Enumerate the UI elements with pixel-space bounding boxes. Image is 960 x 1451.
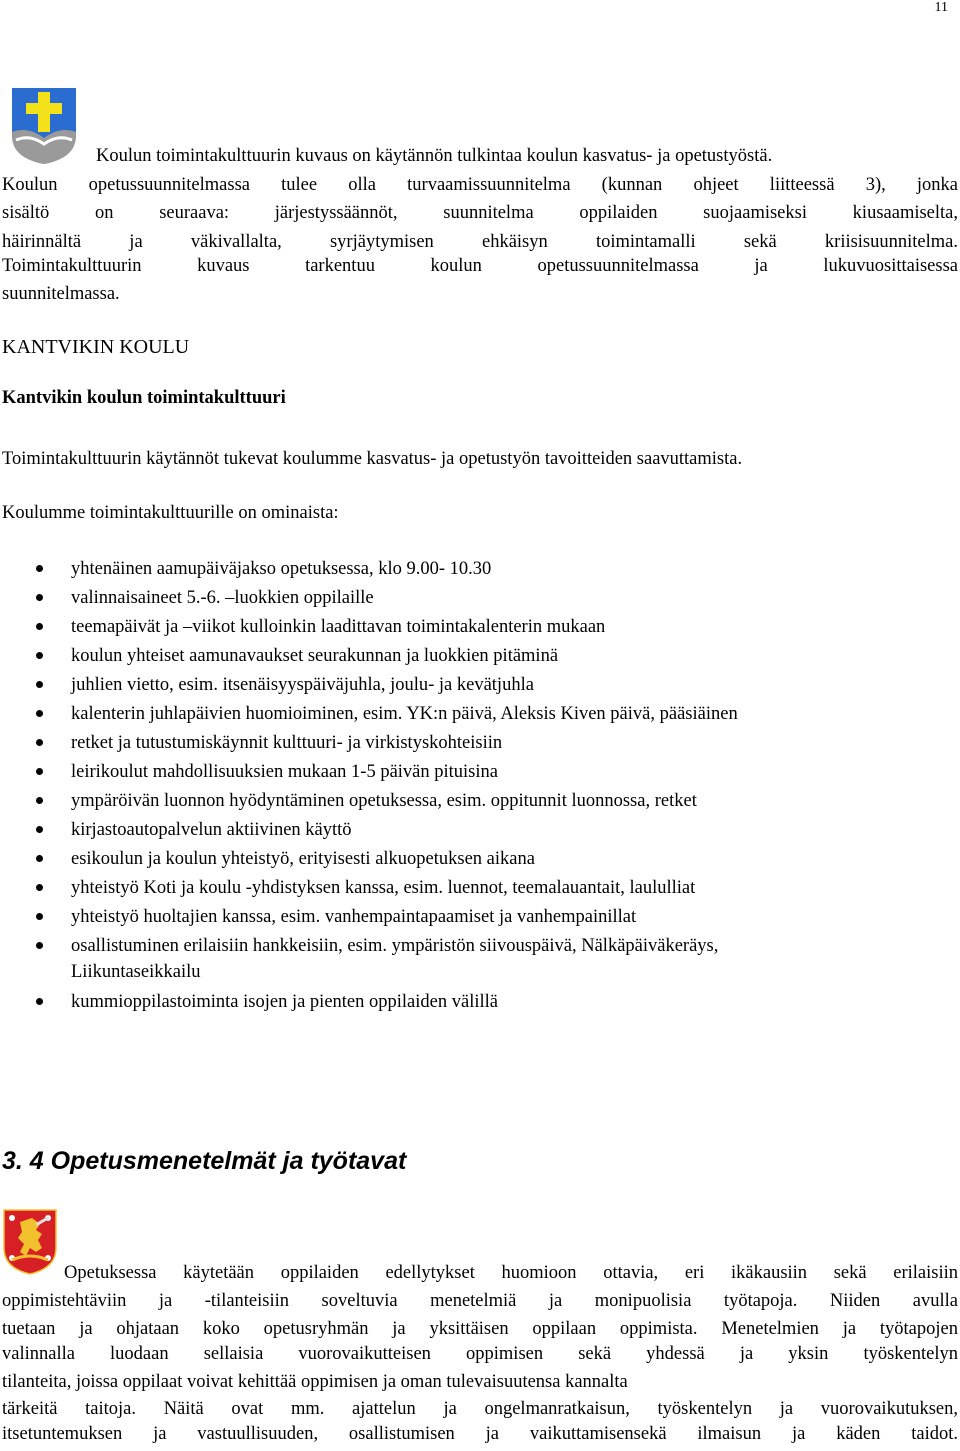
bullet-dot	[36, 710, 43, 717]
subheading: Kantvikin koulun toimintakulttuuri	[2, 388, 286, 408]
intro-line-4: häirinnältä ja väkivallalta, syrjäytymisen ehkäisyn toimintamalli sekä kriisisuunnitelma.	[2, 232, 958, 252]
intro-line-1: Koulun toimintakulttuurin kuvaus on käytännön tulkintaa koulun kasvatus- ja opetustyöstä.	[96, 146, 773, 166]
finland-coat-of-arms-icon	[2, 1208, 58, 1276]
list-item: yhteistyö Koti ja koulu -yhdistyksen kanssa, esim. luennot, teemalauantait, laululliat	[71, 878, 696, 898]
bullet-dot	[36, 797, 43, 804]
section-title: 3. 4 Opetusmenetelmät ja työtavat	[2, 1147, 407, 1175]
page-number: 11	[934, 0, 948, 15]
list-item: retket ja tutustumiskäynnit kulttuuri- ja virkistyskohteisiin	[71, 733, 503, 753]
section-line-1: Opetuksessa käytetään oppilaiden edellytykset huomioon ottavia, eri ikäkausiin sekä erilaisiin	[64, 1263, 958, 1283]
list-item: leirikoulut mahdollisuuksien mukaan 1-5 päivän pituisina	[71, 762, 498, 782]
bullet-dot	[36, 768, 43, 775]
bullet-dot	[36, 623, 43, 630]
list-item: esikoulun ja koulun yhteistyö, erityisesti alkuopetuksen aikana	[71, 849, 535, 869]
list-item: yhteistyö huoltajien kanssa, esim. vanhempaintapaamiset ja vanhempainillat	[71, 907, 637, 927]
section-line-3: tuetaan ja ohjataan koko opetusryhmän ja yksittäisen oppilaan oppimista. Menetelmien ja työtapojen	[2, 1319, 958, 1339]
section-line-5: tilanteita, joissa oppilaat voivat kehittää oppimisen ja oman tulevaisuutensa kannalta	[2, 1372, 628, 1392]
list-item: kalenterin juhlapäivien huomioiminen, esim. YK:n päivä, Aleksis Kiven päivä, pääsiäinen	[71, 704, 738, 724]
bullet-dot	[36, 855, 43, 862]
bullet-dot	[36, 913, 43, 920]
bullet-dot	[36, 739, 43, 746]
bullet-dot	[36, 681, 43, 688]
section-line-7: itsetuntemuksen ja vastuullisuuden, osallistumisen ja vaikuttamisensekä ilmaisun ja käden taidot.	[2, 1424, 958, 1444]
section-line-4: valinnalla luodaan sellaisia vuorovaikutteisen oppimisen sekä yhdessä ja yksin työskentelyn	[2, 1344, 958, 1364]
paragraph-practices: Toimintakulttuurin käytännöt tukevat koulumme kasvatus- ja opetustyön tavoitteiden saavuttamista.	[2, 449, 743, 469]
section-line-6: tärkeitä taitoja. Näitä ovat mm. ajattelun ja ongelmanratkaisun, työskentelyn ja vuorovaikutuksen,	[2, 1399, 958, 1419]
intro-line-5: Toimintakulttuurin kuvaus tarkentuu koulun opetussuunnitelmassa ja lukuvuosittaisessa	[2, 256, 958, 276]
intro-line-2: Koulun opetussuunnitelmassa tulee olla turvaamissuunnitelma (kunnan ohjeet liitteessä 3), jonka	[2, 175, 958, 195]
intro-line-6: suunnitelmassa.	[2, 284, 120, 304]
bullet-dot	[36, 998, 43, 1005]
bullet-dot	[36, 826, 43, 833]
list-item: yhtenäinen aamupäiväjakso opetuksessa, klo 9.00- 10.30	[71, 559, 492, 579]
bullet-dot	[36, 652, 43, 659]
bullet-dot	[36, 884, 43, 891]
list-item: koulun yhteiset aamunavaukset seurakunnan ja luokkien pitäminä	[71, 646, 559, 666]
list-item: teemapäivät ja –viikot kulloinkin laadittavan toimintakalenterin mukaan	[71, 617, 606, 637]
bullet-dot	[36, 942, 43, 949]
school-heading: KANTVIKIN KOULU	[2, 336, 190, 358]
list-item: valinnaisaineet 5.-6. –luokkien oppilaille	[71, 588, 374, 608]
municipality-coat-of-arms-icon	[10, 86, 78, 166]
section-line-2: oppimistehtäviin ja -tilanteisiin soveltuvia menetelmiä ja monipuolisia työtapoja. Niiden avulla	[2, 1291, 958, 1311]
list-item-continuation: Liikuntaseikkailu	[71, 962, 201, 982]
paragraph-characteristics: Koulumme toimintakulttuurille on ominaista:	[2, 503, 339, 523]
bullet-dot	[36, 565, 43, 572]
list-item: juhlien vietto, esim. itsenäisyyspäiväjuhla, joulu- ja kevätjuhla	[71, 675, 534, 695]
list-item: kummioppilastoiminta isojen ja pienten oppilaiden välillä	[71, 992, 498, 1012]
intro-line-3: sisältö on seuraava: järjestyssäännöt, suunnitelma oppilaiden suojaamiseksi kiusaamiselta,	[2, 203, 958, 223]
list-item: osallistuminen erilaisiin hankkeisiin, esim. ympäristön siivouspäivä, Nälkäpäiväkeräys,	[71, 936, 719, 956]
list-item: kirjastoautopalvelun aktiivinen käyttö	[71, 820, 352, 840]
list-item: ympäröivän luonnon hyödyntäminen opetuksessa, esim. oppitunnit luonnossa, retket	[71, 791, 697, 811]
bullet-dot	[36, 594, 43, 601]
